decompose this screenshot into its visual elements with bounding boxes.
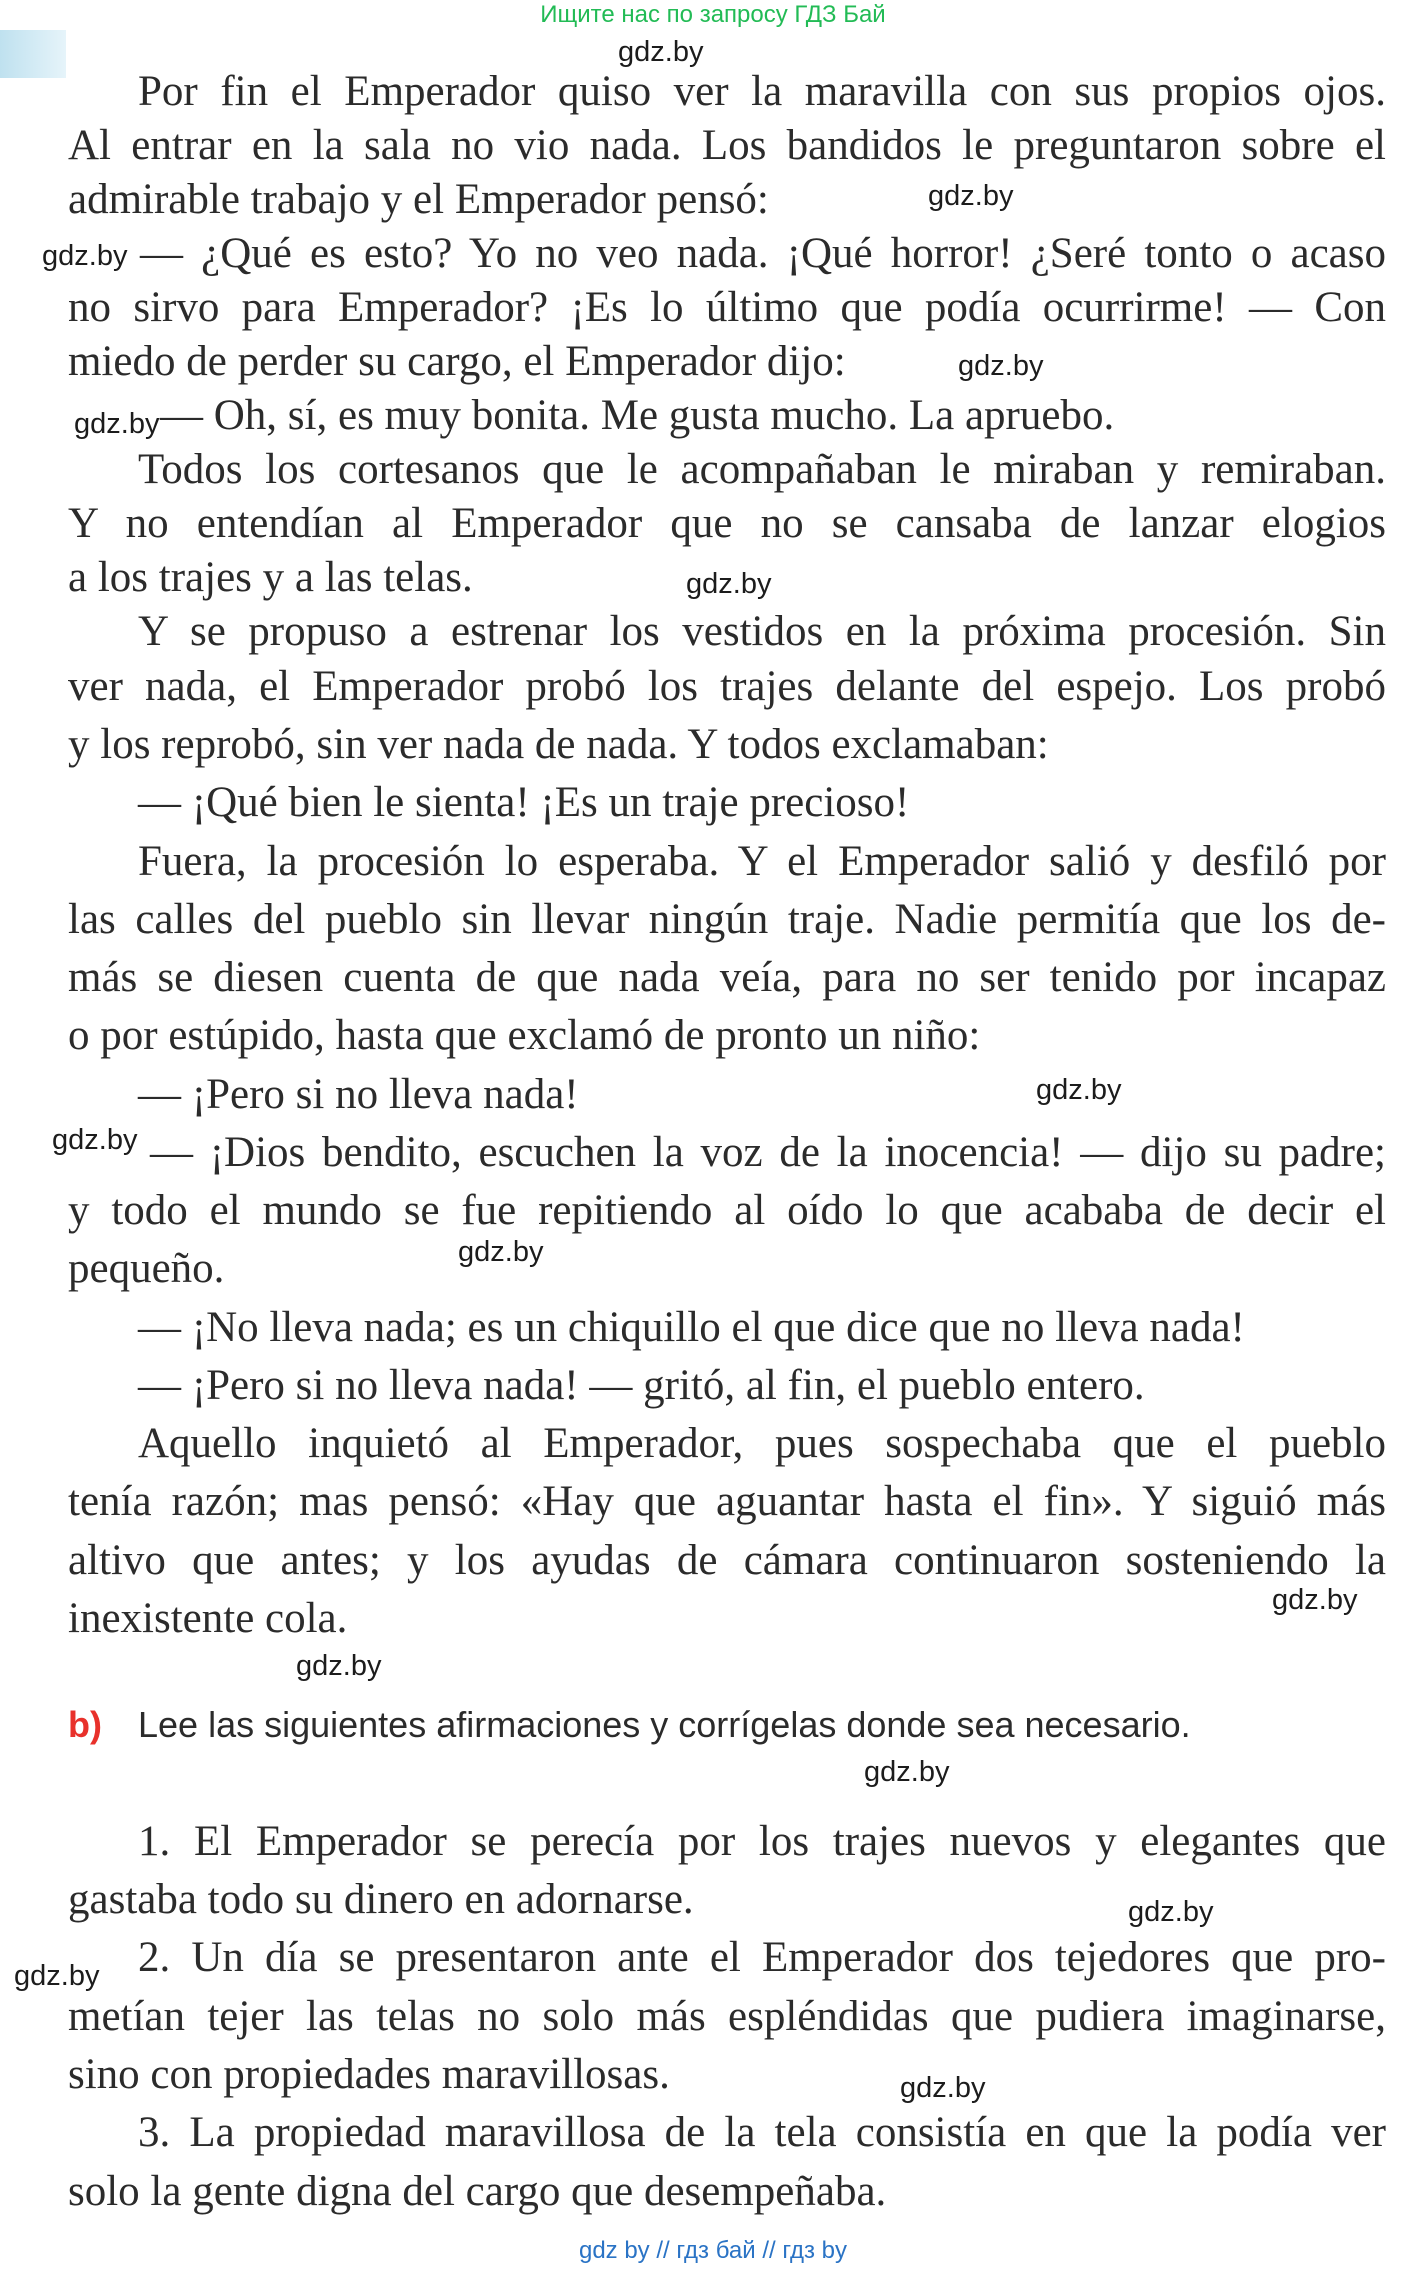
watermark: gdz.by (458, 1236, 544, 1268)
story-line: no sirvo para Emperador? ¡Es lo último que podía ocurrirme! — Con (68, 284, 1386, 331)
watermark: gdz.by (14, 1960, 100, 1992)
watermark: gdz.by (52, 1124, 138, 1156)
watermark: gdz.by (958, 350, 1044, 382)
story-line: Al entrar en la sala no vio nada. Los bandidos le preguntaron sobre el (68, 122, 1386, 169)
footer-links[interactable]: gdz by // гдз бай // гдз by (578, 2237, 848, 2264)
story-line: — ¡No lleva nada; es un chiquillo el que dice que no lleva nada! (138, 1304, 1245, 1351)
watermark: gdz.by (618, 36, 704, 68)
story-line: Aquello inquietó al Emperador, pues sospechaba que el pueblo (138, 1420, 1386, 1467)
story-line: Y se propuso a estrenar los vestidos en la próxima procesión. Sin (138, 608, 1386, 655)
story-line: — ¡Qué bien le sienta! ¡Es un traje precioso! (138, 779, 910, 826)
watermark: gdz.by (42, 240, 128, 272)
story-line: a los trajes y a las telas. (68, 554, 473, 601)
page-corner-tab (0, 30, 66, 78)
story-line: — ¿Qué es esto? Yo no veo nada. ¡Qué horror! ¿Seré tonto o acaso (140, 230, 1386, 277)
story-line: — ¡Pero si no lleva nada! (138, 1071, 579, 1118)
statement-line: 3. La propiedad maravillosa de la tela consistía en que la podía ver (138, 2109, 1386, 2156)
story-line: Fuera, la procesión lo esperaba. Y el Emperador salió y desfiló por (138, 838, 1386, 885)
story-line: pequeño. (68, 1245, 225, 1292)
story-line: — ¡Pero si no lleva nada! — gritó, al fin, el pueblo entero. (138, 1362, 1145, 1409)
story-line: ver nada, el Emperador probó los trajes delante del espejo. Los probó (68, 663, 1386, 710)
task-instruction: Lee las siguientes afirmaciones y corrígelas donde sea necesario. (138, 1704, 1191, 1745)
watermark: gdz.by (1272, 1584, 1358, 1616)
story-line: admirable trabajo y el Emperador pensó: (68, 176, 769, 223)
statement-line: sino con propiedades maravillosas. (68, 2051, 670, 2098)
watermark: gdz.by (864, 1756, 950, 1788)
top-banner[interactable]: Ищите нас по запросу ГДЗ Бай (540, 1, 886, 28)
statement-line: 2. Un día se presentaron ante el Emperador dos tejedores que pro- (138, 1934, 1386, 1981)
story-line: Todos los cortesanos que le acompañaban le miraban y remiraban. (138, 446, 1386, 493)
story-line: — Oh, sí, es muy bonita. Me gusta mucho. La apruebo. (160, 392, 1115, 439)
story-line: tenía razón; mas pensó: «Hay que aguantar hasta el fin». Y siguió más (68, 1478, 1386, 1525)
watermark: gdz.by (1036, 1074, 1122, 1106)
task-letter: b) (68, 1704, 102, 1745)
story-line: inexistente cola. (68, 1595, 348, 1642)
statement-line: solo la gente digna del cargo que desempeñaba. (68, 2168, 887, 2215)
statement-line: 1. El Emperador se perecía por los trajes nuevos y elegantes que (138, 1818, 1386, 1865)
watermark: gdz.by (296, 1650, 382, 1682)
story-line: Por fin el Emperador quiso ver la maravilla con sus propios ojos. (138, 68, 1386, 115)
watermark: gdz.by (686, 568, 772, 600)
story-line: y los reprobó, sin ver nada de nada. Y todos exclamaban: (68, 721, 1049, 768)
story-line: — ¡Dios bendito, escuchen la voz de la inocencia! — dijo su padre; (150, 1129, 1386, 1176)
watermark: gdz.by (1128, 1896, 1214, 1928)
watermark: gdz.by (900, 2072, 986, 2104)
story-line: o por estúpido, hasta que exclamó de pronto un niño: (68, 1012, 981, 1059)
story-line: miedo de perder su cargo, el Emperador dijo: (68, 338, 846, 385)
story-line: Y no entendían al Emperador que no se cansaba de lanzar elogios (68, 500, 1386, 547)
story-line: y todo el mundo se fue repitiendo al oído lo que acababa de decir el (68, 1187, 1386, 1234)
story-line: las calles del pueblo sin llevar ningún traje. Nadie permitía que los de- (68, 896, 1386, 943)
statement-line: gastaba todo su dinero en adornarse. (68, 1876, 694, 1923)
story-line: altivo que antes; y los ayudas de cámara continuaron sosteniendo la (68, 1537, 1386, 1584)
story-line: más se diesen cuenta de que nada veía, para no ser tenido por incapaz (68, 954, 1386, 1001)
watermark: gdz.by (928, 180, 1014, 212)
watermark: gdz.by (74, 408, 160, 440)
statement-line: metían tejer las telas no solo más espléndidas que pudiera imaginarse, (68, 1993, 1386, 2040)
